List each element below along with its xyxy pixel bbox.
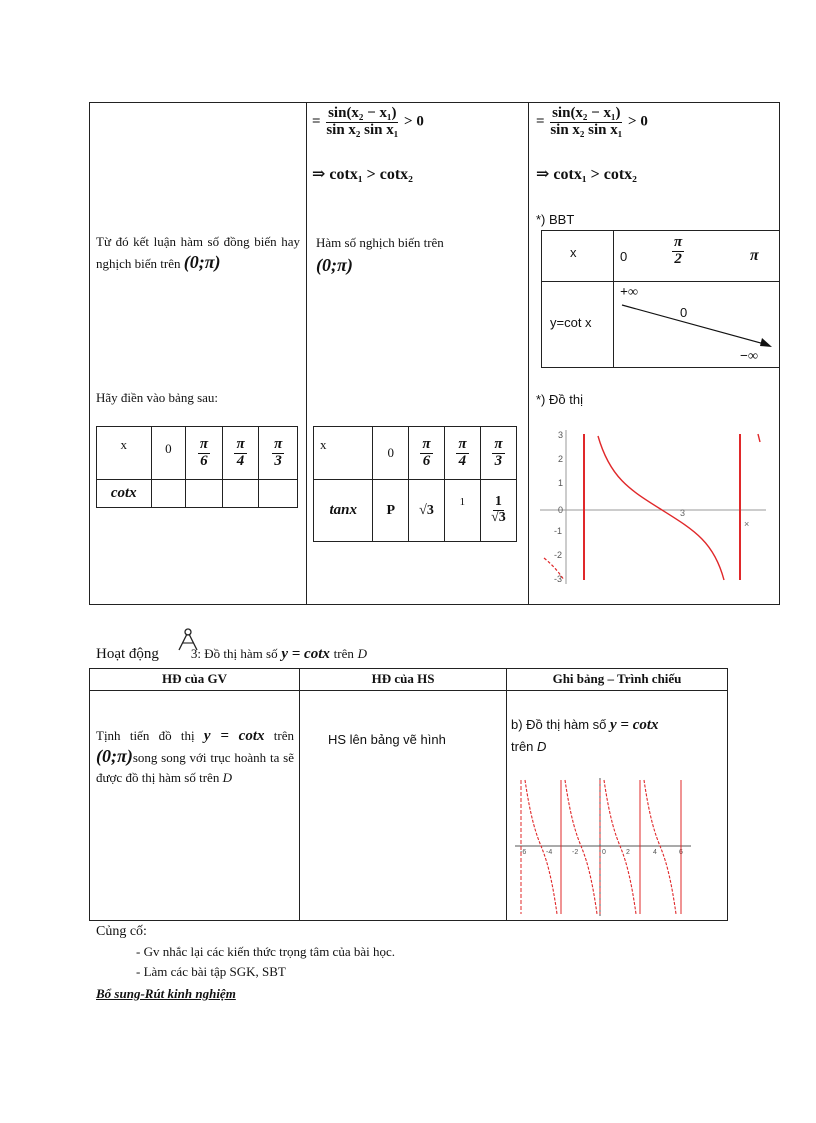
x-tick-label: -4 (546, 849, 553, 856)
cell-0: 0 (373, 427, 409, 480)
y-tick-label: 2 (558, 454, 564, 464)
bbt-y-bot: −∞ (740, 349, 758, 364)
cot-graph-periodic (513, 776, 693, 918)
cell-pi6: $\frac{\pi}{6}$ (186, 427, 223, 480)
cell-empty[interactable] (151, 480, 186, 508)
gv-text: Tịnh tiến đồ thị y = cotx trên (0;π)song song với trục hoành ta sẽ được đồ thị hàm số trên D (96, 728, 294, 785)
svg-text:×: × (744, 519, 750, 529)
conclusion-col2: Hàm số nghịch biến trên (0;π) (316, 235, 444, 275)
bbt-x-label: x (570, 245, 577, 260)
fill-prompt: Hãy điền vào bảng sau: (96, 390, 219, 405)
cell-p: P (373, 480, 409, 542)
bbt-y-mid: 0 (680, 305, 688, 320)
bbt-table (541, 230, 780, 368)
bbt-x-mid: $\frac{\pi}{2}$ (674, 234, 683, 267)
x-tick-label: 6 (679, 849, 683, 856)
hs-text: HS lên bảng vẽ hình (328, 732, 446, 747)
bbt-y-label: y=cot x (550, 315, 592, 330)
cell-cotx: cotx (97, 480, 152, 508)
conclude-text: Từ đó kết luận hàm số đồng biến hay nghịch biến trên (0;π) (96, 234, 300, 272)
y-tick-label: -1 (554, 526, 563, 536)
activity-title: Hoạt động 3: Đồ thị hàm số y = cotx trên D (96, 646, 367, 662)
cell-x: x (314, 427, 373, 480)
review-title: Củng cố: (96, 924, 147, 939)
cell-pi3: $\frac{\pi}{3}$ (480, 427, 516, 480)
svg-text:3: 3 (680, 508, 686, 518)
asymptotes (521, 780, 681, 914)
x-tick-label: 2 (626, 849, 630, 856)
y-tick-label: -3 (554, 574, 563, 584)
review-item: - Gv nhắc lại các kiến thức trọng tâm của bài học. (136, 944, 395, 959)
cell-tanx: tanx (314, 480, 373, 542)
header-gv: HĐ của GV (162, 671, 227, 686)
bbt-x0: 0 (620, 249, 628, 264)
cell-pi4: $\frac{\pi}{4}$ (445, 427, 481, 480)
interval-math: (0;π) (183, 252, 221, 272)
cell-empty[interactable] (222, 480, 259, 508)
bbt-arrow (618, 301, 778, 353)
y-tick-label: 0 (558, 505, 564, 515)
review-item: - Làm các bài tập SGK, SBT (136, 964, 286, 979)
y-tick-label: 1 (558, 478, 564, 488)
cot-graph-small (540, 428, 770, 588)
cell-pi4: $\frac{\pi}{4}$ (222, 427, 259, 480)
implies-col3: ⇒ cotx₁ > cotx₂ (536, 166, 637, 183)
cell-inv-sqrt3: $\frac{1}{√3}$ (480, 480, 516, 542)
implies-col2: ⇒ cotx₁ > cotx₂ (312, 166, 413, 183)
bbt-y-top: +∞ (620, 285, 638, 300)
cell-sqrt3: √3 (409, 480, 445, 542)
cell-pi3: $\frac{\pi}{3}$ (259, 427, 298, 480)
x-tick-label: 0 (602, 849, 606, 856)
cot-table (96, 426, 298, 508)
equation-col3: = $\frac{\text{sin(x₂ − x₁)}}{\text{sin x₂ sin x₁}}$ > 0 (536, 105, 648, 138)
y-ticks (554, 430, 563, 584)
cell-empty[interactable] (259, 480, 298, 508)
equation-col2: = $\frac{\text{sin(x₂ − x₁)}}{\text{sin x₂ sin x₁}}$ > 0 (312, 105, 424, 138)
tan-table (313, 426, 517, 542)
board-text: b) Đồ thị hàm số y = cotx trên D (511, 717, 659, 754)
x-tick-label: 4 (653, 849, 657, 856)
bbt-label: *) BBT (536, 212, 575, 227)
cell-pi6: $\frac{\pi}{6}$ (409, 427, 445, 480)
header-hs: HĐ của HS (371, 671, 435, 686)
x-tick-label: -6 (520, 849, 527, 856)
supplement-heading: Bổ sung-Rút kinh nghiệm (96, 986, 236, 1001)
y-tick-label: -2 (554, 550, 563, 560)
graph-label: *) Đồ thị (536, 392, 583, 407)
cell-x: x (97, 427, 152, 480)
y-tick-label: 3 (558, 430, 564, 440)
cell-empty[interactable] (186, 480, 223, 508)
header-board: Ghi bảng – Trình chiếu (552, 671, 682, 686)
bbt-x-end: π (750, 247, 759, 264)
x-tick-label: -2 (572, 849, 579, 856)
cell-0: 0 (151, 427, 186, 480)
cell-one: 1 (445, 480, 481, 542)
